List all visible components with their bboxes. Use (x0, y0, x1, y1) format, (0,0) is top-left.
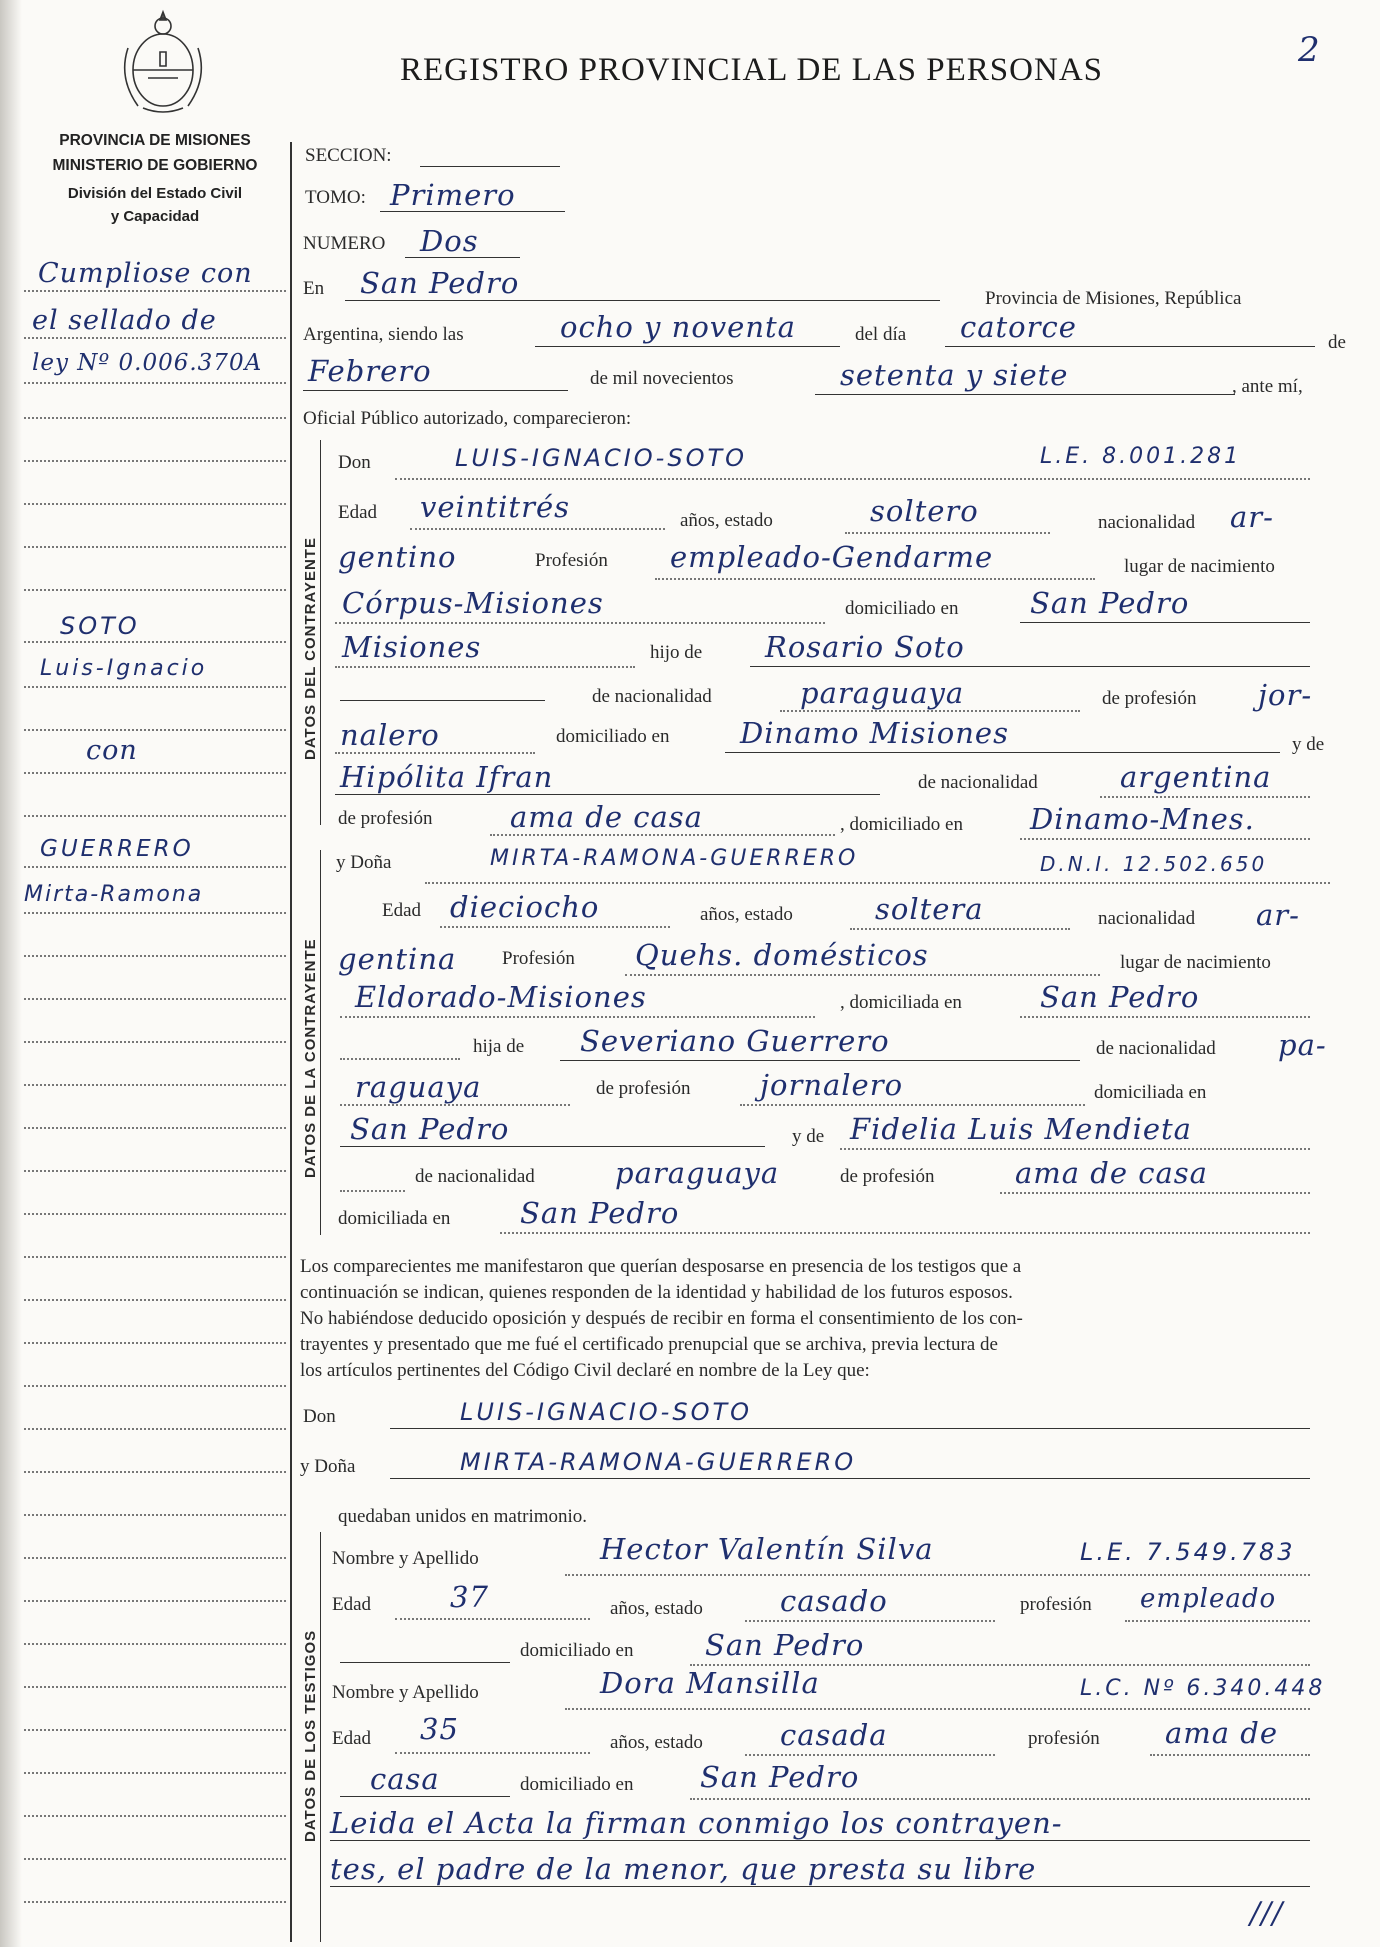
bride-padre-nac-a: pa- (1278, 1028, 1327, 1062)
act-mes: Febrero (308, 354, 432, 388)
label-de-prof-madre: de profesión (338, 808, 433, 829)
header-ministry: MINISTERIO DE GOBIERNO (52, 157, 258, 174)
label-dom-bride: , domiciliada en (840, 992, 962, 1013)
label-y-dona-decl: y Doña (300, 1456, 356, 1477)
label-edad-bride: Edad (382, 900, 422, 921)
paragraph-line4: trayentes y presentado que me fué el certificado prenupcial que se archiva, previa lectura de (300, 1334, 998, 1355)
bride-madre-prof: ama de casa (1015, 1156, 1208, 1190)
bride-madre-nac: paraguaya (615, 1156, 780, 1190)
groom-profesion: empleado-Gendarme (670, 540, 994, 574)
label-anos-estado-w2: años, estado (610, 1732, 703, 1753)
label-hijo-de: hijo de (650, 642, 703, 663)
groom-lugar-nac: Córpus-Misiones (342, 586, 604, 620)
label-de-nac-padre-bride: de nacionalidad (1096, 1038, 1216, 1059)
act-hora: ocho y noventa (560, 310, 796, 344)
label-don-decl: Don (303, 1406, 336, 1427)
label-profesion-bride: Profesión (502, 948, 575, 969)
margin-divider (290, 142, 292, 1942)
label-nombre-apellido-1: Nombre y Apellido (332, 1548, 479, 1569)
witness1-name: Hector Valentín Silva (600, 1532, 934, 1566)
label-del-dia: del día (855, 324, 907, 345)
witness2-profesion-b: casa (370, 1762, 440, 1796)
label-de-prof-padre: de profesión (1102, 688, 1197, 709)
paragraph-line1: Los comparecientes me manifestaron que querían desposarse en presencia de los testigos que a (300, 1256, 1022, 1277)
witness1-edad: 37 (450, 1580, 489, 1614)
header-division-sub: y Capacidad (110, 208, 200, 225)
label-y-de-bride: y de (792, 1126, 825, 1147)
bride-domicilio: San Pedro (1040, 980, 1200, 1014)
label-oficial: Oficial Público autorizado, comparecieron: (303, 408, 632, 429)
label-dom-madre: , domiciliado en (840, 814, 963, 835)
paragraph-line2: continuación se indican, quienes responden de la identidad y habilidad de los futuros esposos. (300, 1282, 1013, 1303)
bride-padre-dom: San Pedro (350, 1112, 510, 1146)
label-profesion-groom: Profesión (535, 550, 608, 571)
witness1-domicilio: San Pedro (705, 1628, 865, 1662)
label-hija-de: hija de (473, 1036, 525, 1057)
groom-name: LUIS-IGNACIO-SOTO (455, 444, 748, 472)
label-datos-contrayente: DATOS DEL CONTRAYENTE (302, 537, 319, 760)
label-lugar-nac-groom: lugar de nacimiento (1124, 556, 1275, 577)
decl-don: LUIS-IGNACIO-SOTO (460, 1398, 753, 1426)
paragraph-line5: los artículos pertinentes del Código Civil declaré en nombre de la Ley que: (300, 1360, 870, 1381)
label-y-dona: y Doña (336, 852, 392, 873)
bride-estado: soltera (875, 892, 984, 926)
act-lugar: San Pedro (360, 266, 520, 300)
label-ante-mi: , ante mí, (1232, 376, 1303, 397)
groom-madre-nac: argentina (1120, 760, 1272, 794)
decl-dona: MIRTA-RAMONA-GUERRERO (460, 1448, 857, 1476)
witness2-edad: 35 (420, 1712, 459, 1746)
label-dom-padre: domiciliado en (556, 726, 670, 747)
groom-box-border (320, 440, 321, 825)
margin-bride-name: Mirta-Ramona (24, 882, 204, 907)
groom-nac-a: ar- (1230, 500, 1274, 534)
witness1-doc: L.E. 7.549.783 (1080, 1538, 1296, 1566)
label-anos-estado-groom: años, estado (680, 510, 773, 531)
label-numero: NUMERO (303, 233, 386, 254)
groom-madre: Hipólita Ifran (340, 760, 554, 794)
bride-madre-dom: San Pedro (520, 1196, 680, 1230)
closing-line1: Leida el Acta la firman conmigo los contrayen- (330, 1806, 1063, 1840)
bride-padre-nac-b: raguaya (355, 1070, 482, 1104)
label-de-prof-padre-bride: de profesión (596, 1078, 691, 1099)
label-en: En (303, 278, 325, 299)
groom-domicilio-a: San Pedro (1030, 586, 1190, 620)
witness1-estado: casado (780, 1584, 888, 1618)
label-dom-padre-bride: domiciliada en (1094, 1082, 1207, 1103)
label-edad-w2: Edad (332, 1728, 372, 1749)
bride-madre: Fidelia Luis Mendieta (850, 1112, 1192, 1146)
label-y-de-groom: y de (1292, 734, 1325, 755)
bride-name: MIRTA-RAMONA-GUERRERO (490, 846, 859, 871)
witness2-profesion-a: ama de (1165, 1716, 1279, 1750)
groom-estado: soltero (870, 494, 979, 528)
groom-padre: Rosario Soto (765, 630, 965, 664)
label-nombre-apellido-2: Nombre y Apellido (332, 1682, 479, 1703)
label-de-nac-padre: de nacionalidad (592, 686, 712, 707)
margin-note-line3: ley Nº 0.006.370A (32, 350, 263, 376)
margin-bride-surname: GUERRERO (40, 836, 194, 862)
label-tomo: TOMO: (305, 187, 366, 208)
label-anos-estado-bride: años, estado (700, 904, 793, 925)
label-de-prof-madre-bride: de profesión (840, 1166, 935, 1187)
paragraph-line3: No habiéndose deducido oposición y después de recibir en forma el consentimiento de los con- (300, 1308, 1023, 1329)
witness2-name: Dora Mansilla (600, 1666, 820, 1700)
page-number: 2 (1298, 30, 1321, 70)
bride-padre: Severiano Guerrero (580, 1024, 890, 1058)
header-province: PROVINCIA DE MISIONES (59, 132, 251, 149)
witness2-doc: L.C. Nº 6.340.448 (1080, 1676, 1326, 1701)
label-seccion: SECCION: (305, 145, 392, 166)
label-datos-contrayente-f: DATOS DE LA CONTRAYENTE (302, 938, 319, 1178)
label-dom-w2: domiciliado en (520, 1774, 634, 1795)
label-domiciliado-groom: domiciliado en (845, 598, 959, 619)
bride-box-border (320, 850, 321, 1235)
bride-doc: D.N.I. 12.502.650 (1040, 852, 1268, 876)
witness2-estado: casada (780, 1718, 888, 1752)
groom-madre-prof: ama de casa (510, 800, 703, 834)
label-datos-testigos: DATOS DE LOS TESTIGOS (302, 1629, 319, 1842)
groom-domicilio-b: Misiones (342, 630, 482, 664)
label-lugar-nac-bride: lugar de nacimiento (1120, 952, 1271, 973)
act-tomo: Primero (390, 178, 516, 212)
closing-line2: tes, el padre de la menor, que presta su libre (330, 1852, 1037, 1886)
label-nac-groom: nacionalidad (1098, 512, 1196, 533)
groom-padre-prof-b: nalero (340, 718, 440, 752)
label-de-nac-madre-bride: de nacionalidad (415, 1166, 535, 1187)
act-dia: catorce (960, 310, 1077, 344)
closing-mark: /// (1250, 1896, 1284, 1931)
margin-note-line1: Cumpliose con (38, 258, 253, 289)
bride-padre-prof: jornalero (760, 1068, 904, 1102)
label-provincia: Provincia de Misiones, República (985, 288, 1242, 309)
scan-edge-shadow (0, 0, 22, 1947)
label-nac-bride: nacionalidad (1098, 908, 1196, 929)
act-anio: setenta y siete (840, 358, 1069, 392)
label-profesion-w2: profesión (1028, 1728, 1100, 1749)
margin-note-line2: el sellado de (32, 305, 217, 336)
label-dom-madre-bride: domiciliada en (338, 1208, 451, 1229)
label-profesion-w1: profesión (1020, 1594, 1092, 1615)
label-edad-w1: Edad (332, 1594, 372, 1615)
groom-padre-nac: paraguaya (800, 676, 965, 710)
label-edad-groom: Edad (338, 502, 378, 523)
bride-nac-a: ar- (1256, 898, 1300, 932)
groom-doc: L.E. 8.001.281 (1040, 444, 1242, 469)
margin-groom-name: Luis-Ignacio (40, 656, 208, 681)
label-anos-estado-w1: años, estado (610, 1598, 703, 1619)
label-don: Don (338, 452, 371, 473)
label-argentina: Argentina, siendo las (303, 324, 464, 345)
margin-groom-surname: SOTO (60, 612, 140, 640)
bride-nac-b: gentina (338, 942, 457, 976)
bride-edad: dieciocho (450, 890, 600, 924)
groom-nac-b: gentino (338, 540, 457, 574)
groom-padre-prof-a: jor- (1258, 678, 1313, 712)
header-division: División del Estado Civil (67, 185, 243, 202)
bride-lugar-nac: Eldorado-Misiones (355, 980, 647, 1014)
label-dom-w1: domiciliado en (520, 1640, 634, 1661)
witness-box-border (320, 1532, 321, 1942)
groom-edad: veintitrés (420, 490, 570, 524)
label-quedaban: quedaban unidos en matrimonio. (338, 1506, 588, 1527)
groom-madre-dom: Dinamo-Mnes. (1030, 802, 1255, 836)
witness1-profesion: empleado (1140, 1584, 1277, 1614)
bride-profesion: Quehs. domésticos (635, 938, 929, 972)
label-de-mil: de mil novecientos (590, 368, 734, 389)
label-de: de (1328, 332, 1346, 353)
label-de-nac-madre: de nacionalidad (918, 772, 1038, 793)
coat-of-arms-seal (108, 8, 218, 118)
groom-padre-dom: Dinamo Misiones (740, 716, 1009, 750)
margin-connector: con (86, 735, 138, 766)
document-title: REGISTRO PROVINCIAL DE LAS PERSONAS (400, 52, 1104, 88)
witness2-domicilio: San Pedro (700, 1760, 860, 1794)
act-numero: Dos (420, 224, 479, 258)
